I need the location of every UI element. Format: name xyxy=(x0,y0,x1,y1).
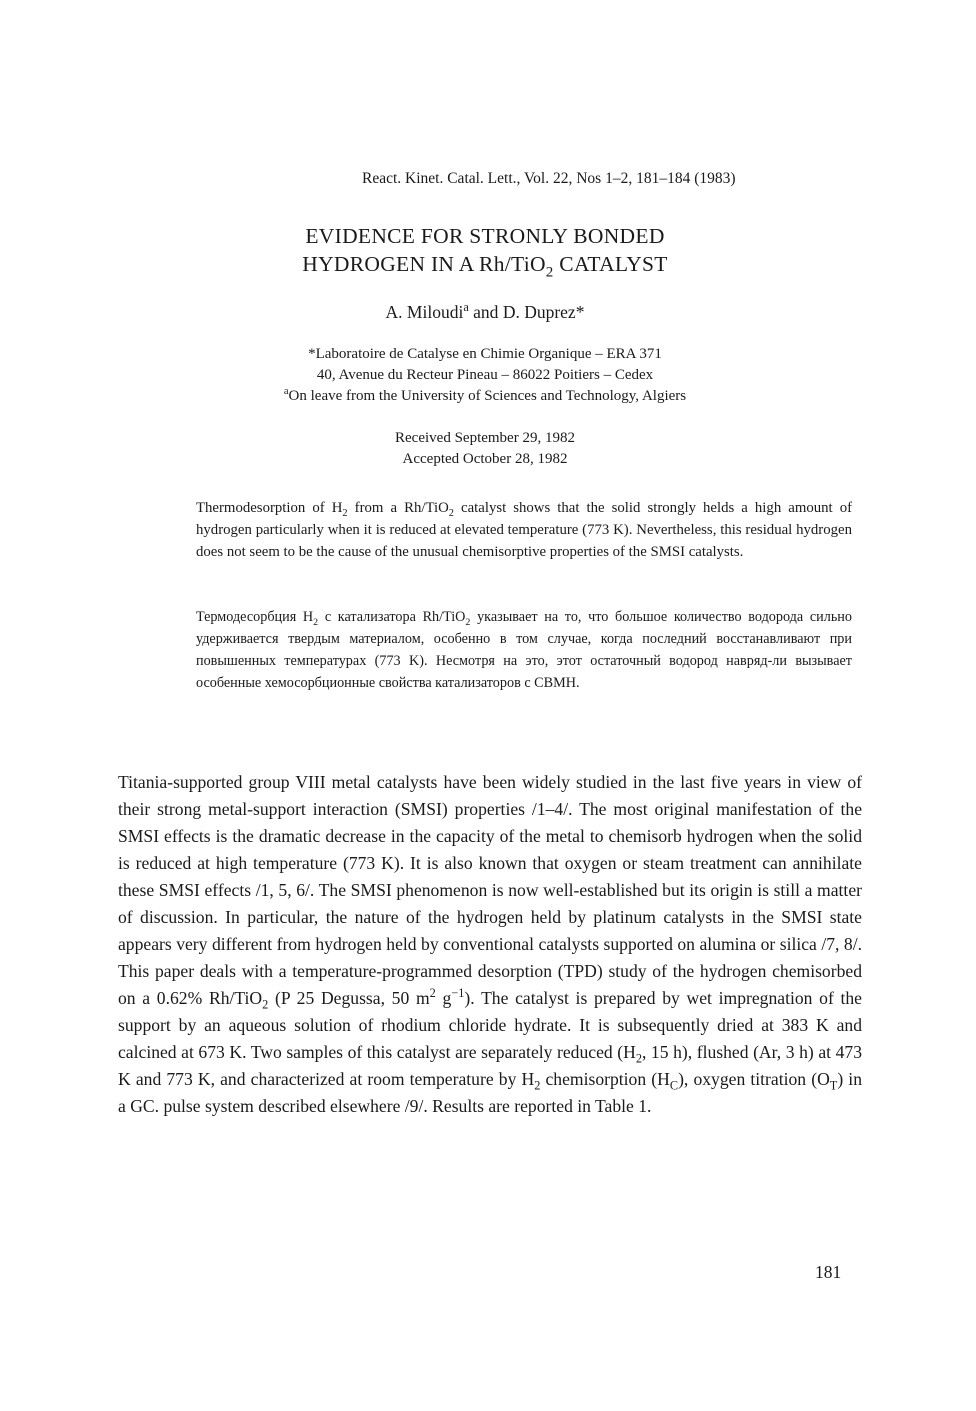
author-connector: and xyxy=(468,302,503,322)
subscript: T xyxy=(829,1078,838,1093)
author-name: D. Duprez* xyxy=(502,302,585,322)
author-list xyxy=(240,302,730,323)
body-text: ). The catalyst is prepared by wet impregnation of the support by an aqueous solution of rhodium chloride hydrate. It is subsequently dried at 383 K and calcined at 673 K. Two samples of this catalyst are separately reduced (H xyxy=(118,988,862,1062)
affiliation-line: *Laboratoire de Catalyse en Chimie Organique – ERA 371 xyxy=(308,346,662,362)
affiliation-mark: a xyxy=(283,386,289,397)
abstract-text: catalyst shows that the solid strongly helds a high amount of hydrogen particularly when it is reduced at elevated temperature (773 K). Nevertheless, this residual hydrogen does not seem to be the cause of the unusual chemisorptive properties of the SMSI catalysts. xyxy=(196,500,853,560)
abstract-text: с катализатора Rh/TiO xyxy=(318,609,466,625)
subscript: 2 xyxy=(448,507,454,519)
author-name: A. Miloudi xyxy=(385,302,464,322)
subscript: 2 xyxy=(534,1078,541,1093)
abstract-text: Термодесорбция H xyxy=(196,609,314,625)
journal-citation: React. Kinet. Catal. Lett., Vol. 22, Nos 1–2, 181–184 (1983) xyxy=(362,170,736,187)
body-text: ), oxygen titration (O xyxy=(678,1069,830,1089)
superscript: −1 xyxy=(451,986,465,1001)
article-title-line-1: EVIDENCE FOR STRONLY BONDED xyxy=(305,224,665,248)
subscript: 2 xyxy=(262,997,269,1012)
body-text: chemisorption (H xyxy=(540,1069,670,1089)
title-text: HYDROGEN IN A Rh/TiO xyxy=(302,252,546,276)
abstract-russian xyxy=(196,606,852,694)
subscript: 2 xyxy=(635,1051,642,1066)
body-text: g xyxy=(435,988,452,1008)
title-subscript: 2 xyxy=(545,264,554,281)
body-paragraph xyxy=(118,769,862,1120)
body-text: Titania-supported group VIII metal catalysts have been widely studied in the last five years in view of their strong metal-support interaction (SMSI) properties /1–4/. The most original manifestation of the SMSI effects is the dramatic decrease in the capacity of the metal to chemisorb hydrogen when the solid is reduced at high temperature (773 K). It is also known that oxygen or steam treatment can annihilate these SMSI effects /1, 5, 6/. The SMSI phenomenon is now well-established but its origin is still a matter of discussion. In particular, the nature of the hydrogen held by platinum catalysts in the SMSI state appears very different from hydrogen held by conventional catalysts supported on alumina or silica /7, 8/. This paper deals with a temperature-programmed desorption (TPD) study of the hydrogen chemisorbed on a 0.62% Rh/TiO xyxy=(118,772,862,1008)
abstract-text: указывает на то, что большое количество водорода сильно удерживается твердым материалом, особенно в том случае, когда последний восстанавливают при повышенных температурах (773 K). Несмотря на это, этот остаточный водород навряд-ли вызывает особенные хемосорбционные свойства катализаторов с СВМН. xyxy=(196,609,852,691)
abstract-english xyxy=(196,497,852,563)
subscript: 2 xyxy=(465,616,471,628)
accepted-date: Accepted October 28, 1982 xyxy=(402,451,568,467)
page-number: 181 xyxy=(815,1262,842,1282)
article-title-line-2 xyxy=(240,250,730,281)
body-text: (P 25 Degussa, 50 m xyxy=(268,988,430,1008)
affiliation-mark: a xyxy=(463,300,469,315)
affiliation-line: 40, Avenue du Recteur Pineau – 86022 Poitiers – Cedex xyxy=(316,367,654,383)
abstract-text: from a Rh/TiO xyxy=(347,500,449,516)
body-text: , 15 h), flushed (Ar, 3 h) at 473 K and 773 K, and characterized at room temperature by H xyxy=(118,1042,862,1089)
subscript: C xyxy=(669,1078,679,1093)
subscript: 2 xyxy=(313,616,319,628)
subscript: 2 xyxy=(342,507,348,519)
body-text: ) in a GC. pulse system described elsewhere /9/. Results are reported in Table 1. xyxy=(118,1069,862,1116)
abstract-text: Thermodesorption of H xyxy=(196,500,343,516)
superscript: 2 xyxy=(429,986,436,1001)
affiliation-text: On leave from the University of Sciences and Technology, Algiers xyxy=(288,388,687,404)
affiliation-line xyxy=(160,386,810,407)
received-date: Received September 29, 1982 xyxy=(395,430,575,446)
title-text: CATALYST xyxy=(553,252,668,276)
